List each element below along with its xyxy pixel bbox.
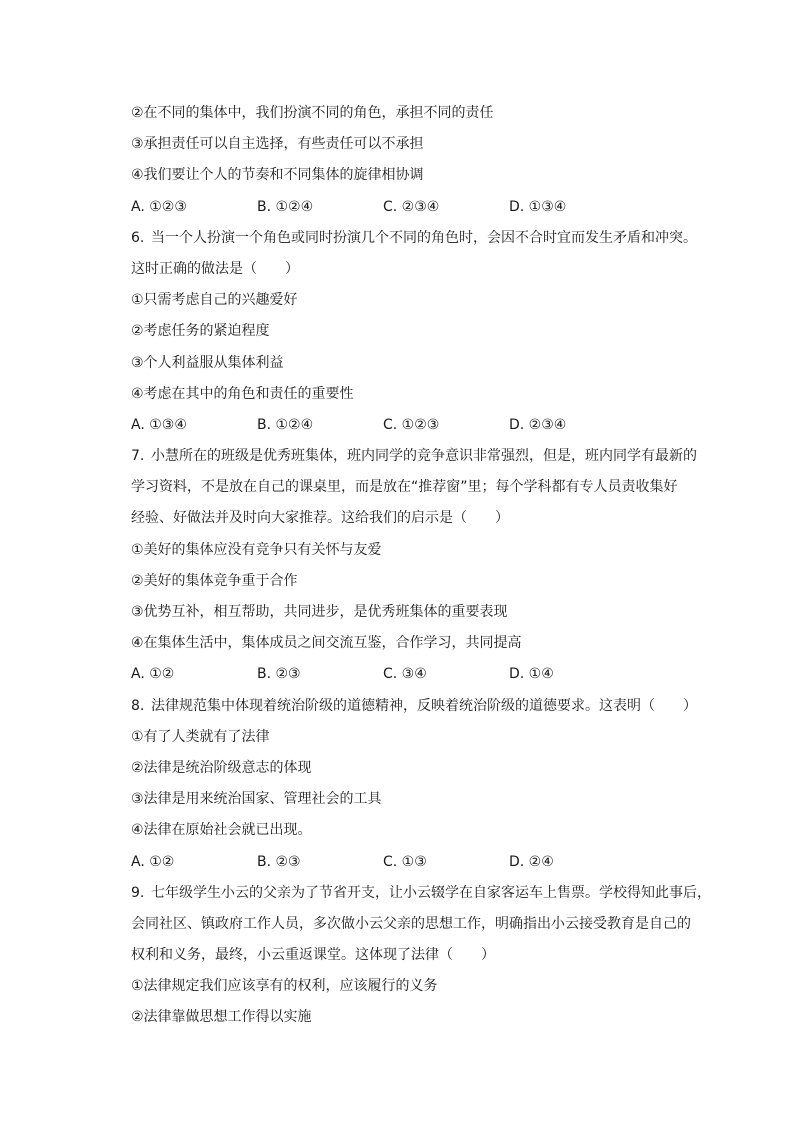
answer-option[interactable]: C. ②③④ [383, 198, 440, 215]
question-stem-text: 权利和义务，最终，小云重返课堂。这体现了法律（ ） [131, 947, 495, 964]
question-number: 7. [131, 448, 145, 465]
answer-option[interactable]: C. ③④ [383, 666, 427, 683]
question-stem-text: 这时正确的做法是（ ） [131, 260, 299, 277]
answer-options [131, 659, 711, 690]
answer-option[interactable]: D. ②③④ [509, 416, 567, 433]
question-stem-text: 会同社区、镇政府工作人员，多次做小云父亲的思想工作，明确指出小云接受教育是自己的 [131, 915, 691, 932]
statement-item: ①法律规定我们应该享有的权利，应该履行的义务 [131, 978, 438, 995]
statement-item: ③法律是用来统治国家、管理社会的工具 [131, 791, 382, 808]
statement-item: ①美好的集体应没有竞争只有关怀与友爱 [131, 541, 382, 558]
statement-item: ③优势互补，相互帮助，共同进步，是优秀班集体的重要表现 [131, 604, 508, 620]
statement-item: ④我们要让个人的节奏和不同集体的旋律相协调 [131, 167, 424, 184]
question-stem-line [131, 691, 711, 722]
answer-option[interactable]: A. ①② [131, 853, 175, 870]
question-number: 9. [131, 884, 145, 901]
question-block [131, 691, 711, 878]
question-continuation [131, 98, 711, 223]
statement-item: ③承担责任可以自主选择，有些责任可以不承担 [131, 136, 424, 153]
answer-option[interactable]: A. ①③④ [131, 416, 187, 433]
statement-item: ④在集体生活中，集体成员之间交流互鉴，合作学习，共同提高 [131, 635, 522, 652]
question-stem-text: 学习资料，不是放在自己的课桌里，而是放在“推荐窗”里；每个学科都有专人员责收集好 [131, 479, 678, 496]
statement-item: ④考虑在其中的角色和责任的重要性 [131, 385, 354, 402]
statement-item: ②法律是统治阶级意志的体现 [131, 759, 312, 776]
question-stem-line [131, 940, 711, 971]
answer-option[interactable]: B. ①②④ [257, 198, 314, 215]
answer-option[interactable]: C. ①③ [383, 853, 427, 870]
answer-option[interactable]: C. ①②③ [383, 416, 440, 433]
question-stem-text: 经验、好做法并及时向大家推荐。这给我们的启示是（ ） [131, 510, 509, 527]
answer-option[interactable]: B. ②③ [257, 853, 301, 870]
answer-options [131, 410, 711, 441]
statement-item: ①只需考虑自己的兴趣爱好 [131, 292, 298, 309]
question-block [131, 223, 711, 441]
answer-option[interactable]: A. ①②③ [131, 198, 187, 215]
question-stem-text: 法律规范集中体现着统治阶级的道德精神，反映着统治阶级的道德要求。这表明（ ） [151, 697, 697, 714]
statement-item: ②美好的集体竞争重于合作 [131, 572, 298, 589]
exam-page [131, 98, 711, 1034]
question-stem-text: 当一个人扮演一个角色或同时扮演几个不同的角色时，会因不合时宜而发生矛盾和冲突。 [151, 229, 697, 246]
question-stem-text: 小慧所在的班级是优秀班集体，班内同学的竞争意识非常强烈，但是，班内同学有最新的 [151, 448, 697, 465]
question-stem-line [131, 472, 711, 503]
question-stem-text: 七年级学生小云的父亲为了节省开支，让小云辍学在自家客运车上售票。学校得知此事后， [151, 884, 711, 901]
question-number: 6. [131, 229, 145, 246]
answer-option[interactable]: D. ①③④ [509, 198, 567, 215]
question-stem-line [131, 441, 711, 472]
statement-item: ③个人利益服从集体利益 [131, 354, 284, 371]
answer-option[interactable]: D. ②④ [509, 853, 554, 870]
question-block [131, 441, 711, 691]
answer-option[interactable]: B. ②③ [257, 666, 301, 683]
question-stem-line [131, 503, 711, 534]
answer-option[interactable]: D. ①④ [509, 666, 554, 683]
question-number: 8. [131, 697, 145, 714]
statement-item: ②法律靠做思想工作得以实施 [131, 1009, 312, 1026]
question-stem-line [131, 878, 711, 909]
answer-option[interactable]: B. ①②④ [257, 416, 314, 433]
question-block [131, 878, 711, 1034]
statement-item: ②在不同的集体中，我们扮演不同的角色，承担不同的责任 [131, 105, 494, 121]
question-stem-line [131, 254, 711, 285]
statement-item: ④法律在原始社会就已出现。 [131, 822, 312, 839]
answer-option[interactable]: A. ①② [131, 666, 175, 683]
statement-item: ①有了人类就有了法律 [131, 728, 270, 745]
answer-options [131, 192, 711, 223]
question-stem-line [131, 223, 711, 254]
answer-options [131, 847, 711, 878]
statement-item: ②考虑任务的紧迫程度 [131, 323, 270, 340]
question-stem-line [131, 909, 711, 940]
